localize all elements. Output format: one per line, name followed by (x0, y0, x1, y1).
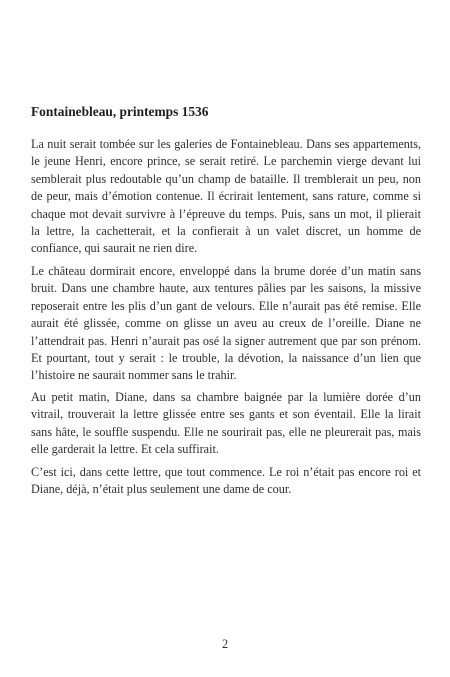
chapter-heading: Fontainebleau, printemps 1536 (31, 104, 209, 119)
paragraph-4: C’est ici, dans cette lettre, que tout commence. Le roi n’était pas encore roi et Diane, déjà, n’était plus seulement une dame de cour. (31, 465, 421, 497)
paragraph-3: Au petit matin, Diane, dans sa chambre baignée par la lumière dorée d’un vitrail, trouverait la lettre glissée entre ses gants et son éventail. Elle la lirait sans hâte, le souffle suspendu. Elle ne sourirait pas, elle ne pleurerait pas, mais elle garderait la lettre. Et cela suffirait. (31, 390, 421, 457)
paragraph-1: La nuit serait tombée sur les galeries de Fontainebleau. Dans ses appartements, le jeune Henri, encore prince, se serait retiré. Le parchemin vierge devant lui semblerait plus redoutable qu’un champ de bataille. Il tremblerait un peu, non de peur, mais d’émotion contenue. Il écrirait lentement, sans rature, comme si chaque mot devait survivre à l’épreuve du temps. Puis, sans un mot, il plierait la lettre, la cachetterait, et la confierait à un valet discret, un homme de confiance, qui saurait ne rien dire. (31, 137, 421, 256)
page-number: 2 (221, 637, 229, 651)
paragraph-2: Le château dormirait encore, enveloppé dans la brume dorée d’un matin sans bruit. Dans une chambre haute, aux tentures pâlies par les saisons, la missive reposerait entre les plis d’un gant de velours. Elle n’aurait pas été remise. Elle aurait été glissée, comme on glisse un aveu au creux de l’oreille. Diane ne l’attendrait pas. Henri n’aurait pas osé la signer autrement que par son prénom. Et pourtant, tout y serait : le trouble, la dévotion, la naissance d’un lien que l’histoire ne saurait nommer sans le trahir. (31, 264, 421, 383)
